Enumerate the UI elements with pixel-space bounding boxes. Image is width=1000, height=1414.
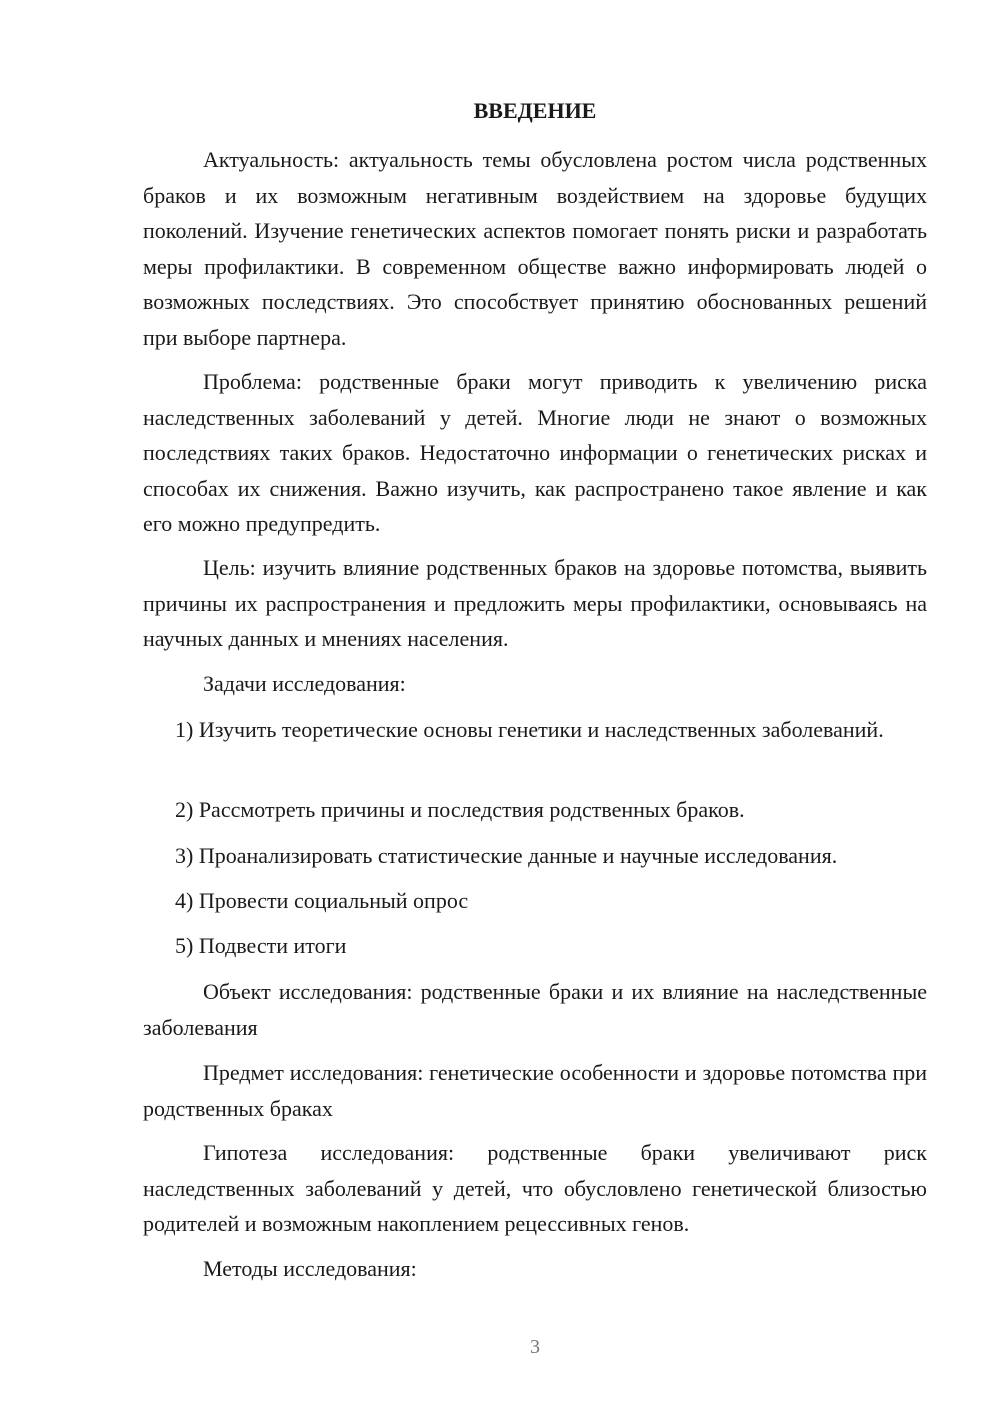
tasks-title: Задачи исследования:	[203, 671, 406, 696]
methods-title: Методы исследования:	[203, 1256, 417, 1281]
page-number: 3	[530, 1336, 540, 1358]
task-item-2: 2) Рассмотреть причины и последствия родственных браков.	[175, 797, 745, 822]
paragraph-object: Объект исследования: родственные браки и их влияние на наследственные заболевания	[143, 979, 927, 1040]
task-item-4: 4) Провести социальный опрос	[175, 888, 469, 913]
paragraph-relevance: Актуальность: актуальность темы обусловлена ростом числа родственных браков и их возможным негативным воздействием на здоровье будущих поколений. Изучение генетических аспектов помогает понять риски и разработать меры профилактики. В современном обществе важно информировать людей о возможных последствиях. Это способствует принятию обоснованных решений при выборе партнера.	[143, 147, 927, 350]
paragraph-problem: Проблема: родственные браки могут приводить к увеличению риска наследственных заболеваний у детей. Многие люди не знают о возможных последствиях таких браков. Недостаточно информации о генетических рисках и способах их снижения. Важно изучить, как распространено такое явление и как его можно предупредить.	[143, 369, 927, 536]
page-title: ВВЕДЕНИЕ	[473, 98, 597, 123]
task-item-5: 5) Подвести итоги	[175, 933, 347, 958]
task-item-3: 3) Проанализировать статистические данные и научные исследования.	[175, 843, 838, 868]
paragraph-goal: Цель: изучить влияние родственных браков на здоровье потомства, выявить причины их распространения и предложить меры профилактики, основываясь на научных данных и мнениях населения.	[143, 555, 927, 651]
paragraph-subject: Предмет исследования: генетические особенности и здоровье потомства при родственных браках	[143, 1060, 927, 1121]
task-item-1: 1) Изучить теоретические основы генетики и наследственных заболеваний.	[175, 717, 884, 742]
paragraph-hypothesis: Гипотеза исследования: родственные браки увеличивают риск наследственных заболеваний у детей, что обусловлено генетической близостью родителей и возможным накоплением рецессивных генов.	[143, 1140, 927, 1236]
